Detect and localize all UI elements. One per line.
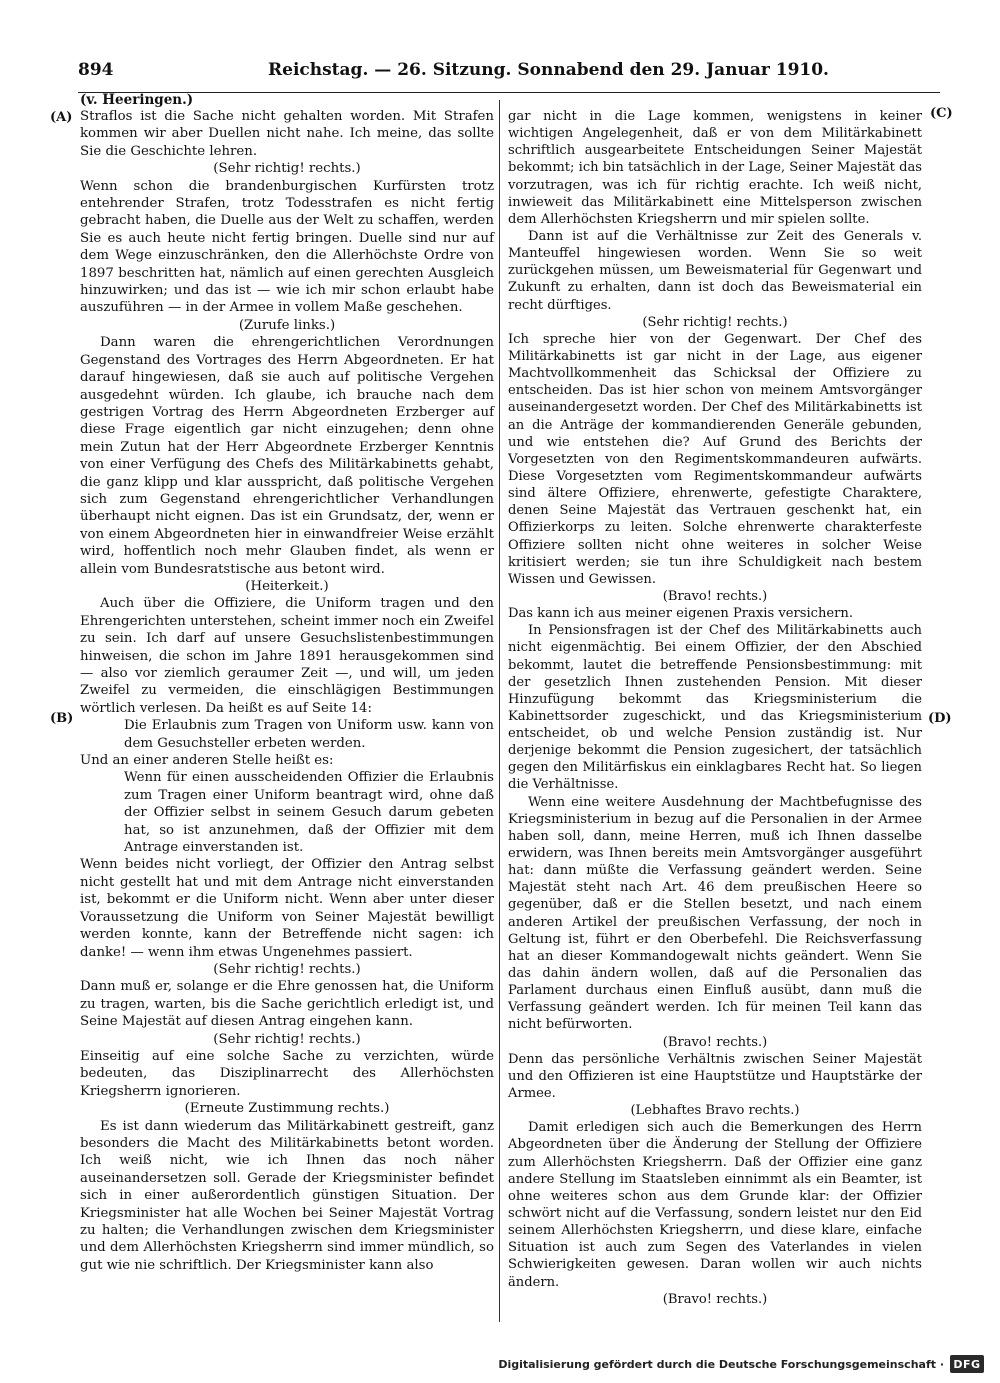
- interjection: (Zurufe links.): [238, 317, 336, 333]
- speaker-tag: (v. Heeringen.): [80, 92, 194, 108]
- page-number: 894: [78, 60, 114, 80]
- interjection: (Heiterkeit.): [245, 578, 329, 594]
- margin-marker-a: (A): [50, 110, 73, 125]
- interjection: (Sehr richtig! rechts.): [213, 1031, 361, 1047]
- paragraph: Es ist dann wiederum das Militärkabinett gestreift, ganz besonders die Macht des Militärkabinetts betont worden. Ich weiß nicht, wie ich Ihnen das noch näher auseinandersetzen soll. Gerade der Kriegsminister befindet sich in einer außerordentlich günstigen Situation. Der Kriegsminister hat alle Wochen bei Seiner Majestät Vortrag zu halten; die Verhandlungen zwischen dem Kriegsminister und dem Allerhöchsten Kriegsherrn sind immer mündlich, so gut wie nie schriftlich. Der Kriegsminister kann also: [80, 1118, 494, 1273]
- paragraph: Denn das persönliche Verhältnis zwischen Seiner Majestät und den Offizieren ist eine Hauptstütze und Hauptstärke der Armee.: [508, 1051, 922, 1102]
- paragraph: Dann muß er, solange er die Ehre genossen hat, die Uniform zu tragen, warten, bis die Sache gerichtlich erledigt ist, und Seine Majestät auf diesen Antrag eingehen kann.: [80, 979, 494, 1030]
- paragraph: Wenn beides nicht vorliegt, der Offizier den Antrag selbst nicht gestellt hat und mit dem Antrage nicht einverstanden ist, bekommt er die Uniform nicht. Wenn aber unter dieser Voraussetzung die Uniform von Seiner Majestät bewilligt werden konnte, kann der Betreffende nicht sagen: ich danke! — wenn ihm etwas Ungenehmes passiert.: [80, 857, 494, 960]
- page-header: [78, 52, 940, 93]
- paragraph: Ich spreche hier von der Gegenwart. Der Chef des Militärkabinetts ist gar nicht in der Lage, aus eigener Machtvollkommenheit das Schicksal der Offiziere zu entscheiden. Das ist hier schon von meinem Amtsvorgänger auseinandergesetzt worden. Der Chef des Militärkabinetts ist an die Anträge der kommandierenden Generäle gebunden, und wie entstehen die? Auf Grund des Berichts der Vorgesetzten von den Regimentskommandeuren aufwärts. Diese Vorgesetzten vom Regimentskommandeur aufwärts sind ältere Offiziere, ehrenwerte, gefestigte Charaktere, denen Seine Majestät das Vertrauen geschenkt hat, ein Offizierkorps zu leiten. Solche ehrenwerte charakterfeste Offiziere sollten nicht ohne weiteres in solcher Weise kritisiert werden; sie tun ihre Schuldigkeit nach bestem Wissen und Gewissen.: [508, 331, 922, 587]
- paragraph: In Pensionsfragen ist der Chef des Militärkabinetts auch nicht eigenmächtig. Bei einem Offizier, der den Abschied bekommt, lautet die betreffende Pensionsbestimmung: mit der gesetzlich Ihnen zustehenden Pension. Mit dieser Hinzufügung bekommt das Kriegsministerium die Kabinettsorder zugeschickt, und das Kriegsministerium entscheidet, ob und welche Pension zuständig ist. Nur derjenige bekommt die Pension zugesichert, der tatsächlich gegen den Militärfiskus ein einklagbares Recht hat. So liegen die Verhältnisse.: [508, 623, 922, 793]
- interjection: (Bravo! rechts.): [662, 1291, 768, 1307]
- paragraph: Das kann ich aus meiner eigenen Praxis versichern.: [508, 606, 854, 622]
- interjection: (Erneute Zustimmung rechts.): [184, 1101, 390, 1117]
- paragraph: Auch über die Offiziere, die Uniform tragen und den Ehrengerichten unterstehen, scheint immer noch ein Zweifel zu sein. Ich darf auf unsere Gesuchslistenbestimmungen hinweisen, die schon im Jahre 1891 herausgekommen sind — also vor ziemlich geraumer Zeit —, und will, um jeden Zweifel zu vermeiden, die einschlägigen Bestimmungen wörtlich verlesen. Da heißt es auf Seite 14:: [80, 596, 494, 716]
- interjection: (Bravo! rechts.): [662, 588, 768, 604]
- footer-credit: Digitalisierung gefördert durch die Deutsche Forschungsgemeinschaft ·: [498, 1357, 944, 1371]
- interjection: (Sehr richtig! rechts.): [213, 961, 361, 977]
- column-divider: [499, 100, 500, 1322]
- paragraph: Straflos ist die Sache nicht gehalten worden. Mit Strafen kommen wir aber Duellen nicht nahe. Ich meine, das sollte Sie die Geschichte lehren.: [80, 109, 494, 159]
- paragraph: Wenn schon die brandenburgischen Kurfürsten trotz entehrender Strafen, trotz Todesstrafen es nicht fertig gebracht haben, die Duelle aus der Welt zu schaffen, werden Sie es auch heute nicht fertig bringen. Duelle sind nur auf dem Wege einzuschränken, den die Allerhöchste Ordre von 1897 beschritten hat, nämlich auf einen gerechten Ausgleich hinzuwirken; und das ist — wie ich mir schon erlaubt habe auszuführen — in der Armee in vollem Maße geschehen.: [80, 178, 494, 316]
- digitization-footer: [498, 1353, 984, 1375]
- paragraph: Einseitig auf eine solche Sache zu verzichten, würde bedeuten, das Disziplinarrecht des Allerhöchsten Kriegsherrn ignorieren.: [80, 1048, 494, 1099]
- paragraph: Und an einer anderen Stelle heißt es:: [80, 753, 334, 769]
- interjection: (Bravo! rechts.): [662, 1034, 768, 1050]
- paragraph: Dann waren die ehrengerichtlichen Verordnungen Gegenstand des Vortrages des Herrn Abgeordneten. Er hat darauf hingewiesen, daß sie auch auf politische Vergehen ausgedehnt würden. Ich glaube, ich brauche nach dem gestrigen Vortrag des Herrn Abgeordneten Erzberger auf diese Frage eigentlich gar nicht einzugehen; denn ohne mein Zutun hat der Herr Abgeordnete Erzberger Kenntnis von einer Verfügung des Chefs des Militärkabinetts gehabt, die ganz klipp und klar ausspricht, daß politische Vergehen sich zum Gegenstand ehrengerichtlicher Verhandlungen überhaupt nicht eignen. Das ist ein Grundsatz, der, wenn er von einem Abgeordneten hier in einwandfreier Weise erzählt wird, hoffentlich noch mehr Glauben findet, als wenn er allein vom Bundesratstische aus betont wird.: [80, 335, 494, 577]
- block-quote: Die Erlaubnis zum Tragen von Uniform usw. kann von dem Gesuchsteller erbeten werden.: [124, 718, 494, 751]
- margin-marker-d: (D): [928, 711, 952, 726]
- dfg-logo-icon: DFG: [950, 1355, 984, 1373]
- interjection: (Lebhaftes Bravo rechts.): [630, 1103, 800, 1119]
- block-quote: Wenn für einen ausscheidenden Offizier die Erlaubnis zum Tragen einer Uniform beantragt wird, ohne daß der Offizier selbst in seinem Gesuch darum gebeten hat, so ist anzunehmen, daß der Offizier mit dem Antrage einverstanden ist.: [124, 770, 494, 856]
- interjection: (Sehr richtig! rechts.): [642, 314, 788, 330]
- left-column: [80, 108, 494, 1320]
- interjection: (Sehr richtig! rechts.): [213, 161, 361, 177]
- right-column: [508, 108, 922, 1308]
- margin-marker-b: (B): [50, 711, 74, 726]
- margin-marker-c: (C): [930, 106, 953, 121]
- paragraph: Damit erledigen sich auch die Bemerkungen des Herrn Abgeordneten über die Änderung der Stellung der Offiziere zum Allerhöchsten Kriegsherrn. Daß der Offizier eine ganz andere Stellung im Staatsleben einnimmt als ein Beamter, ist ohne weiteres schon aus dem Grunde klar: der Offizier schwört nicht auf die Verfassung, sondern leistet nur den Eid seinem Allerhöchsten Kriegsherrn, und diese klare, einfache Situation ist auch zum Segen des Vaterlandes in vielen Schwierigkeiten gewesen. Daran wollen wir auch nichts ändern.: [508, 1120, 922, 1290]
- paragraph: Wenn eine weitere Ausdehnung der Machtbefugnisse des Kriegsministerium in bezug auf die Personalien in der Armee haben soll, dann, meine Herren, muß ich Ihnen dasselbe erwidern, was Ihnen bereits mein Amtsvorgänger ausgeführt hat: dann müßte die Verfassung geändert werden. Seine Majestät steht nach Art. 46 dem preußischen Heere so gegenüber, daß er die Stellen besetzt, und nach einem anderen Artikel der preußischen Verfassung, der noch in Geltung ist, führt er den Oberbefehl. Die Reichsverfassung hat an dieser Kommandogewalt nichts geändert. Wenn Sie das dahin ändern wollen, daß auf die Personalien das Parlament durchaus einen Einfluß ausübt, dann muß die Verfassung geändert werden. Ich für meinen Teil kann das nicht befürworten.: [508, 794, 922, 1033]
- running-head: Reichstag. — 26. Sitzung. Sonnabend den 29. Januar 1910.: [268, 60, 829, 80]
- paragraph: Dann ist auf die Verhältnisse zur Zeit des Generals v. Manteuffel hingewiesen worden. Wenn Sie so weit zurückgehen müssen, um Beweismaterial für Gegenwart und Zukunft zu erhalten, dann ist doch das Beweismaterial ein recht dürftiges.: [508, 228, 922, 313]
- paragraph: gar nicht in die Lage kommen, wenigstens in keiner wichtigen Angelegenheit, daß er von dem Militärkabinett schriftlich ausgearbeitete Entscheidungen Seiner Majestät bekommt; ich bin tatsächlich in der Lage, Seiner Majestät das vorzutragen, was ich für richtig erachte. Ich weiß nicht, inwieweit das Militärkabinett eine Mittelsperson zwischen dem Allerhöchsten Kriegsherrn und mir spielen sollte.: [508, 109, 922, 227]
